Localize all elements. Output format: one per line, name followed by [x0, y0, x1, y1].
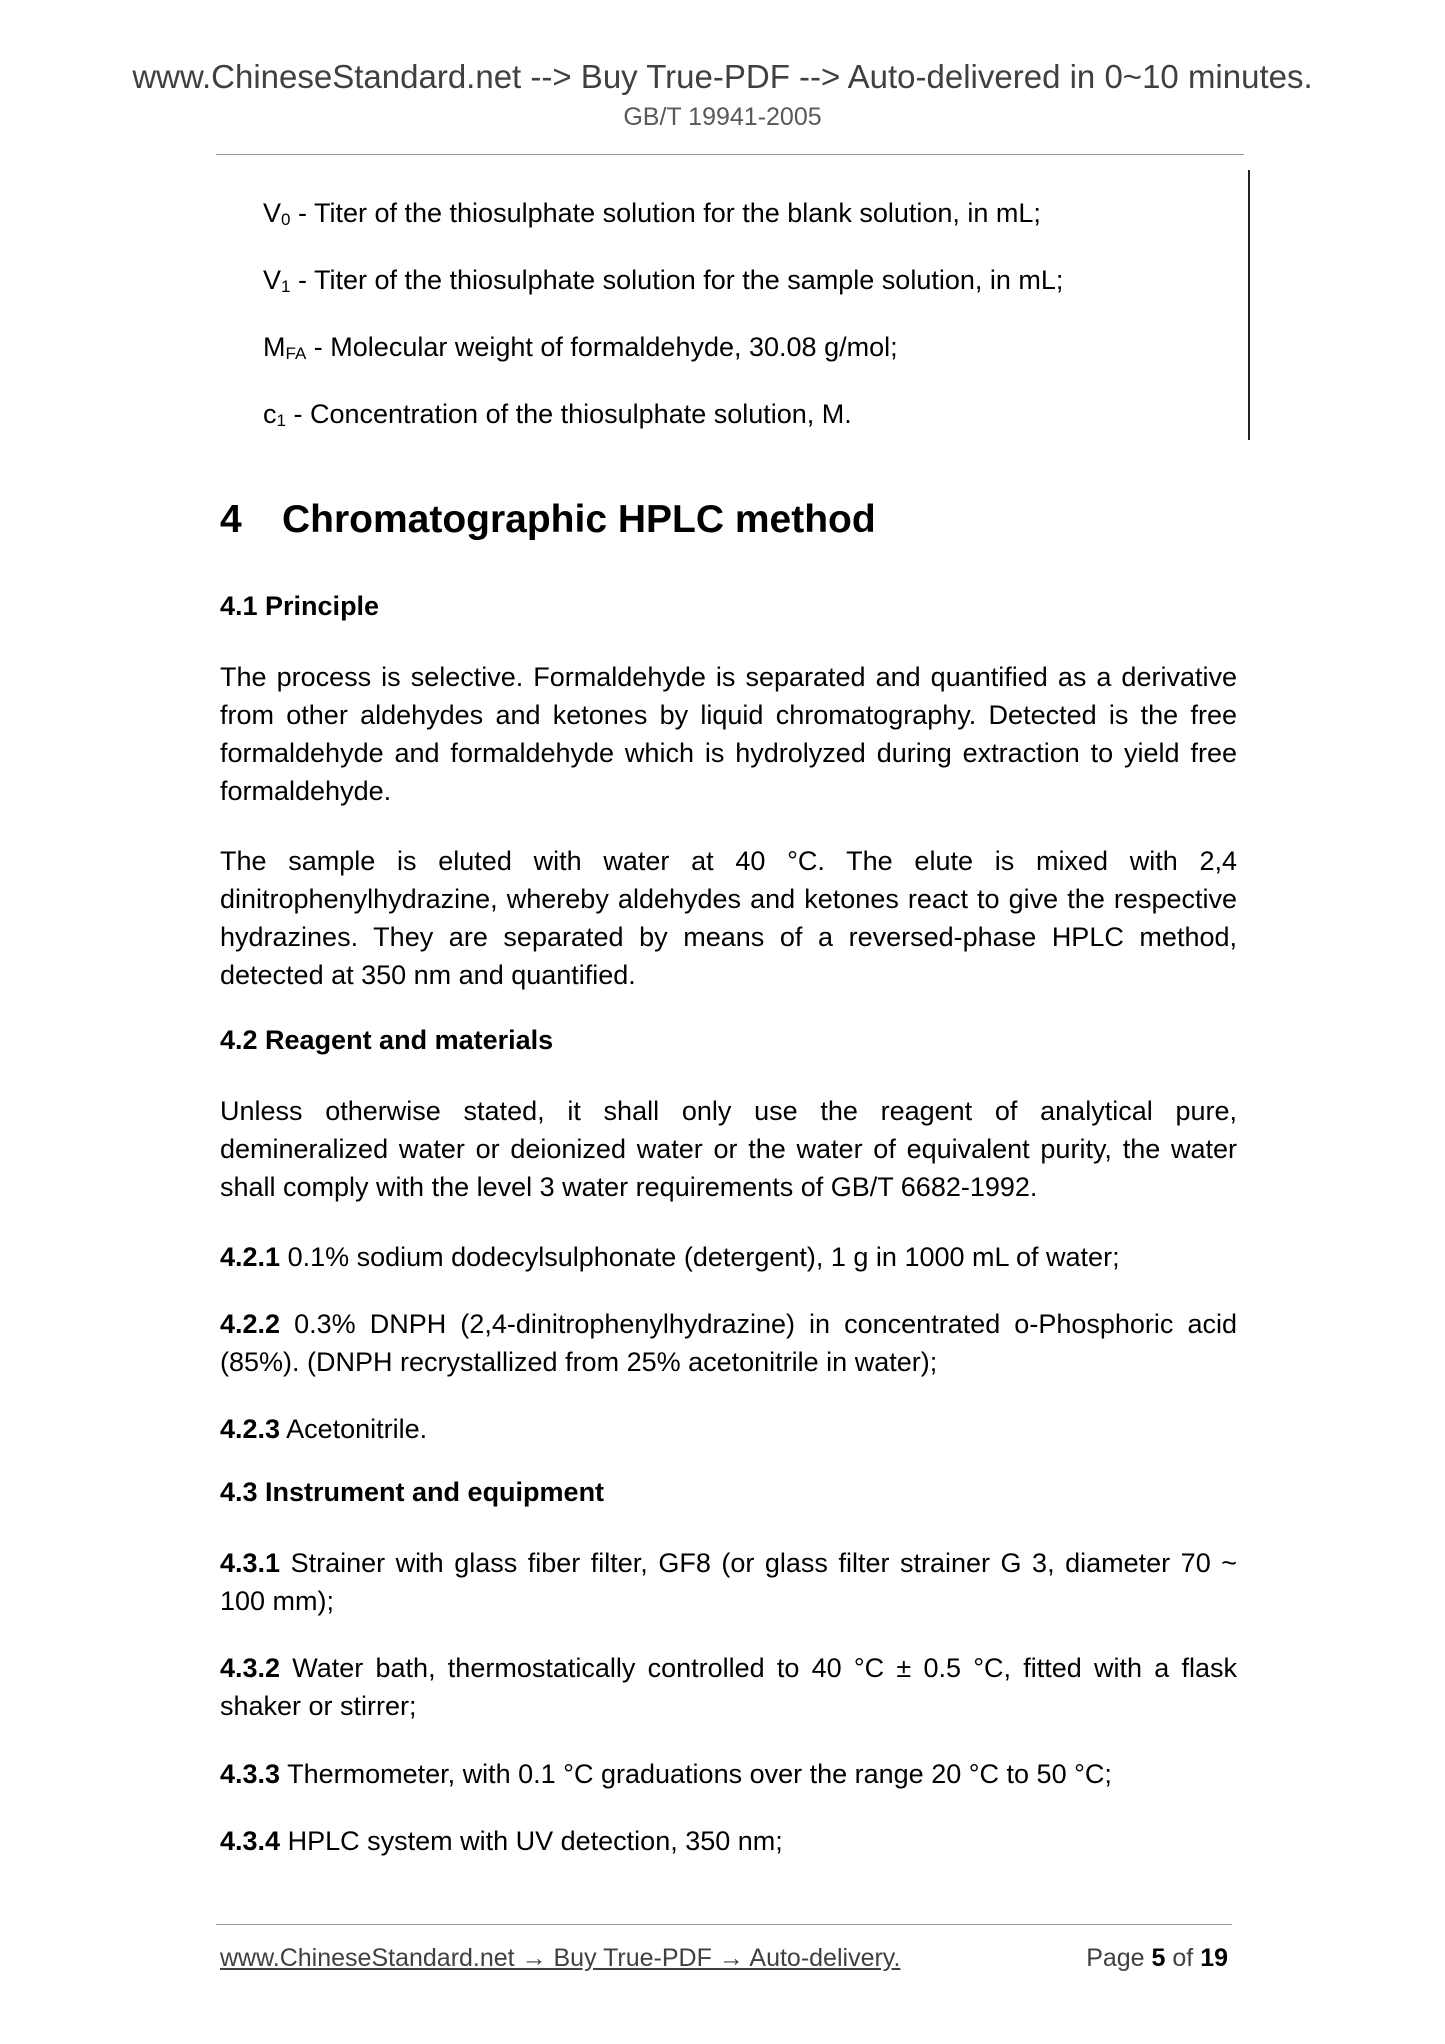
change-bar [1248, 170, 1250, 440]
principle-paragraph-2: The sample is eluted with water at 40 °C. The elute is mixed with 2,4 dinitrophenylhydrazine, whereby aldehydes and ketones react to give the respective hydrazines. They are separated by means of a reversed-phase HPLC method, detected at 350 nm and quantified. [220, 846, 1237, 990]
header-banner: www.ChineseStandard.net --> Buy True-PDF --> Auto-delivered in 0~10 minutes. [132, 58, 1313, 95]
item-4-3-3: 4.3.3 Thermometer, with 0.1 °C graduations over the range 20 °C to 50 °C; [220, 1759, 1112, 1789]
page-number: Page 5 of 19 [1086, 1944, 1228, 1972]
variable-v1: V1 - Titer of the thiosulphate solution for the sample solution, in mL; [263, 265, 1064, 296]
heading-4-2: 4.2 Reagent and materials [220, 1025, 554, 1055]
footer-divider [216, 1924, 1232, 1925]
section-4-heading: 4 Chromatographic HPLC method [220, 498, 876, 541]
item-4-2-2: 4.2.2 0.3% DNPH (2,4-dinitrophenylhydrazine) in concentrated o-Phosphoric acid (85%). (DNPH recrystallized from 25% acetonitrile in water); [220, 1309, 1237, 1377]
footer-link[interactable]: www.ChineseStandard.net → Buy True-PDF → Auto-delivery. [220, 1944, 901, 1972]
item-4-3-1: 4.3.1 Strainer with glass fiber filter, GF8 (or glass filter strainer G 3, diameter 70 ~ 100 mm); [220, 1548, 1237, 1616]
item-4-3-2: 4.3.2 Water bath, thermostatically controlled to 40 °C ± 0.5 °C, fitted with a flask shaker or stirrer; [220, 1653, 1237, 1721]
reagent-intro: Unless otherwise stated, it shall only use the reagent of analytical pure, demineralized water or deionized water or the water of equivalent purity, the water shall comply with the level 3 water requirements of GB/T 6682-1992. [220, 1096, 1237, 1202]
variable-mfa: MFA - Molecular weight of formaldehyde, 30.08 g/mol; [263, 332, 898, 363]
header-divider [216, 154, 1244, 155]
principle-paragraph-1: The process is selective. Formaldehyde is separated and quantified as a derivative from other aldehydes and ketones by liquid chromatography. Detected is the free formaldehyde and formaldehyde which is hydrolyzed during extraction to yield free formaldehyde. [220, 662, 1237, 806]
variable-v0: V0 - Titer of the thiosulphate solution for the blank solution, in mL; [263, 198, 1041, 229]
item-4-2-3: 4.2.3 Acetonitrile. [220, 1414, 428, 1444]
standard-code: GB/T 19941-2005 [623, 103, 822, 131]
item-4-3-4: 4.3.4 HPLC system with UV detection, 350 nm; [220, 1826, 783, 1856]
item-4-2-1: 4.2.1 0.1% sodium dodecylsulphonate (detergent), 1 g in 1000 mL of water; [220, 1242, 1120, 1272]
variable-c1: c1 - Concentration of the thiosulphate solution, M. [263, 399, 852, 430]
heading-4-1: 4.1 Principle [220, 591, 380, 621]
heading-4-3: 4.3 Instrument and equipment [220, 1477, 605, 1507]
